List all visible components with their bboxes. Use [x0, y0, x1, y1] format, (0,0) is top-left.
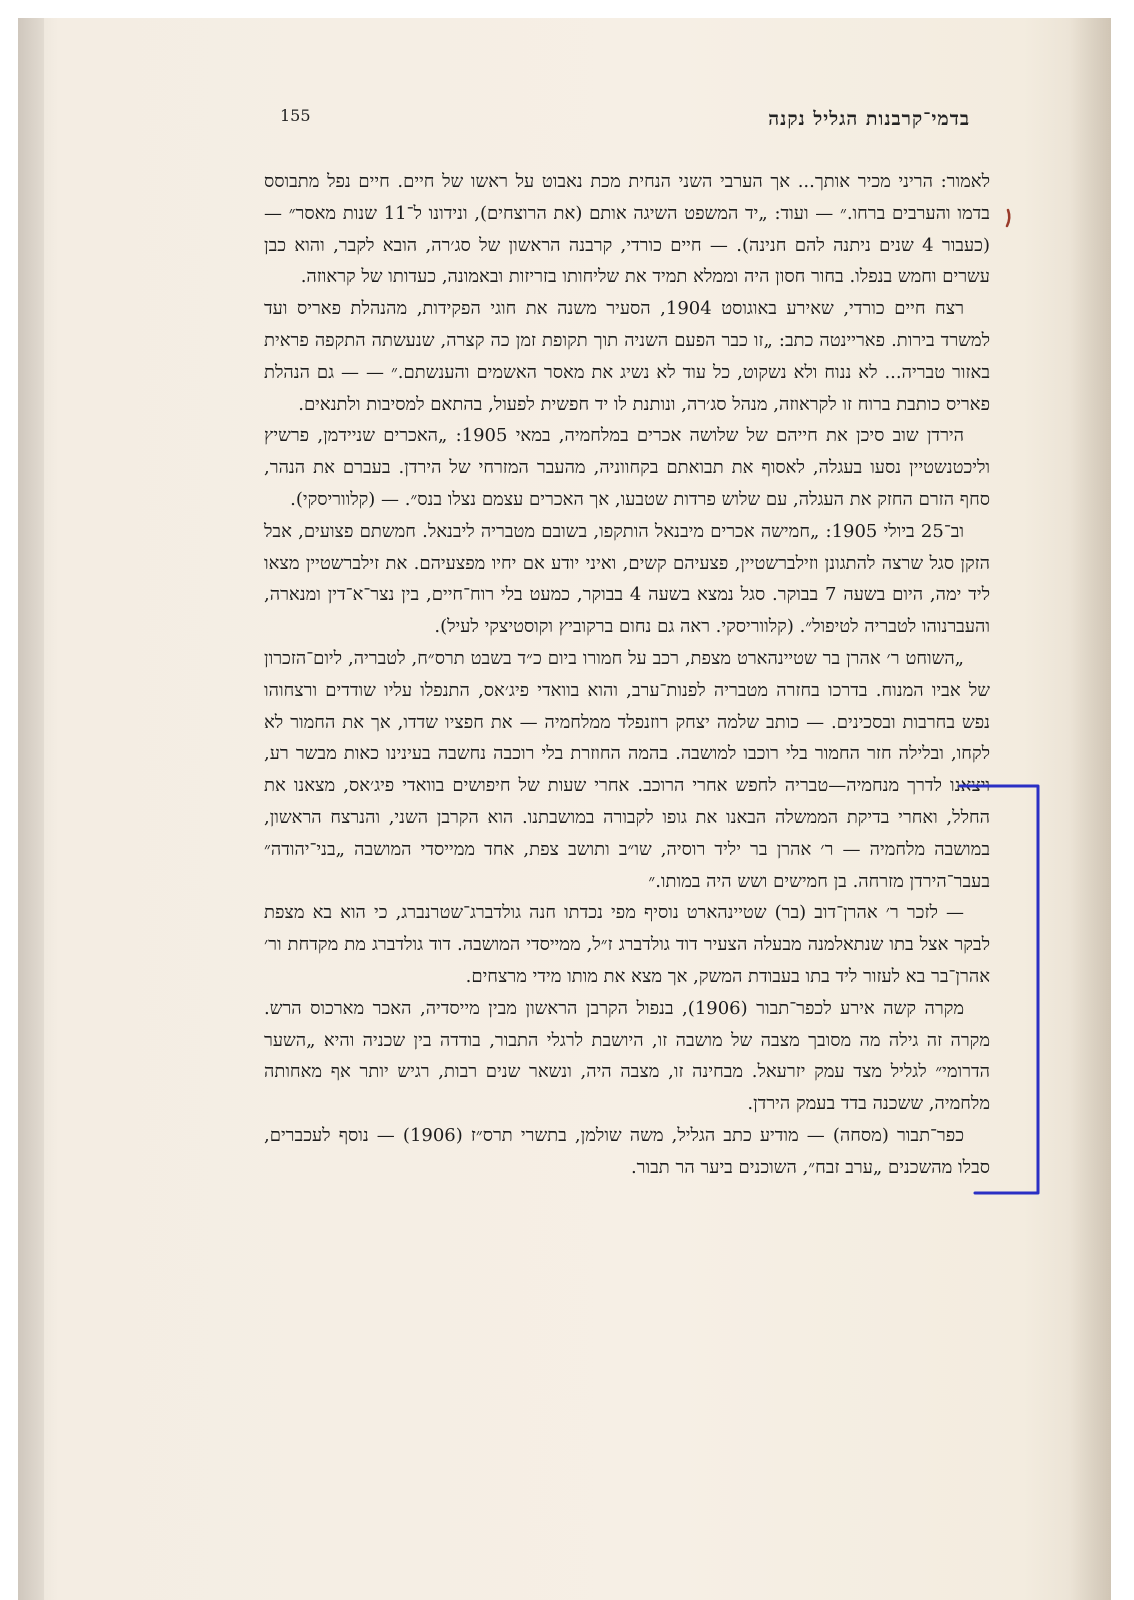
book-page	[18, 18, 1111, 1600]
running-head: בדמי־קרבנות הגליל נקנה	[768, 108, 970, 130]
paragraph: לאמור: הריני מכיר אותך... אך הערבי השני הנחית מכת נאבוט על ראשו של חיים. חיים נפל מתבוסס בדמו והערבים ברחו.״ — ועוד: „יד המשפט השיגה אותם (את הרוצחים), ונידונו ל־11 שנות מאסר״ — (כעבור 4 שנים ניתנה להם חנינה). — חיים כורדי, קרבנה הראשון של סג׳רה, הובא לקבר, והוא כבן עשרים וחמש בנפלו. בחור חסון היה וממלא תמיד את שליחותו בזריזות ובאמונה, כעדותו של קראוזה.	[264, 171, 990, 288]
page-edge-shadow	[1069, 18, 1111, 1600]
quote-paragraph: „השוחט ר׳ אהרן בר שטיינהארט מצפת, רכב על חמורו ביום כ״ד בשבט תרס״ח, לטבריה, ליום־הזכרון של אביו המנוח. בדרכו בחזרה מטבריה לפנות־ערב, והוא בוואדי פיג׳אס, התנפלו עליו שודדים ורצחוהו נפש בחרבות ובסכינים. — כותב שלמה יצחק רוזנפלד ממלחמיה — את חפציו שדדו, אך את החמור לא לקחו, ובלילה חזר החמור בלי רוכבו למושבה. בהמה החוזרת בלי רוכבה נחשבה בעינינו כאות מבשר רע, ויצאנו לדרך מנחמיה—טבריה לחפש אחרי הרוכב. אחרי שעות של חיפושים בוואדי פיג׳אס, מצאנו את החלל, ואחרי בדיקת הממשלה הבאנו את גופו לקבורה במושבתנו. הוא הקרבן השני, והנרצח הראשון, במושבה מלחמיה — ר׳ אהרן בר יליד רוסיה, שו״ב ותושב צפת, אחד ממייסדי המושבה „בני־יהודה״ בעבר־הירדן מזרחה. בן חמישים ושש היה במותו.״	[264, 647, 990, 892]
paragraph: וב־25 ביולי 1905: „חמישה אכרים מיבנאל הותקפו, בשובם מטבריה ליבנאל. חמשתם פצועים, אבל הזקן סגל שרצה להתגונן וזילברשטיין, פצעיהם קשים, ואיני יודע אם יחיו מפצעיהם. את זילברשטיין מצאו ליד ימה, היום בשעה 7 בבוקר. סגל נמצא בשעה 4 בבוקר, כמעט בלי רוח־חיים, בין נצר־א־דין ומנארה, והעברנוהו לטבריה לטיפול״. (קלווריסקי. ראה גם נחום ברקוביץ וקוסטיצקי לעיל).	[264, 520, 990, 638]
paragraph: הירדן שוב סיכן את חייהם של שלושה אכרים במלחמיה, במאי 1905: „האכרים שניידמן, פרשיץ וליכטנשטיין נסעו בעגלה, לאסוף את תבואתם בקחווניה, מהעבר המזרחי של הירדן. בעברם את הנהר, סחף הזרם החזק את העגלה, עם שלוש פרדות שטבעו, אך האכרים עצמם נצלו בנס״. — (קלווריסקי).	[264, 425, 990, 510]
book-spine-shadow	[18, 18, 44, 1600]
quote-paragraph: — לזכר ר׳ אהרן־דוב (בר) שטיינהארט נוסיף מפי נכדתו חנה גולדברג־שטרנברג, כי הוא בא מצפת לבקר אצל בתו שנתאלמנה מבעלה הצעיר דוד גולדברג ז״ל, ממייסדי המושבה. דוד גולדברג מת מקדחת ור׳ אהרן־בר בא לעזור ליד בתו בעבודת המשק, אך מצא את מותו מידי מרצחים.	[264, 902, 990, 987]
paragraph: מקרה קשה אירע לכפר־תבור (1906), בנפול הקרבן הראשון מבין מייסדיה, האכר מארכוס הרש. מקרה זה גילה מה מסובך מצבה של מושבה זו, היושבת לרגלי התבור, בודדה בין שכניה והיא „השער הדרומי״ לגליל מצד עמק יזרעאל. מבחינה זו, מצבה היה, ונשאר שנים רבות, רגיש יותר אף מאחותה מלחמיה, ששכנה בדד בעמק הירדן.	[264, 997, 990, 1115]
paragraph: רצח חיים כורדי, שאירע באוגוסט 1904, הסעיר משנה את חוגי הפקידות, מהנהלת פאריס ועד למשרד בירות. פאריינטה כתב: „זו כבר הפעם השניה תוך תקופת זמן כה קצרה, שנעשתה התקפה פראית באזור טבריה... לא ננוח ולא נשקוט, כל עוד לא נשיג את מאסר האשמים והענשתם.״ — — גם הנהלת פאריס כותבת ברוח זו לקראוזה, מנהל סג׳רה, ונותנת לו יד חפשית לפעול, בהתאם למסיבות ולתנאים.	[264, 298, 990, 415]
paragraph: כפר־תבור (מסחה) — מודיע כתב הגליל, משה שולמן, בתשרי תרס״ז (1906) — נוסף לעכברים, סבלו מהשכנים „ערב זבח״, השוכנים ביער הר תבור.	[264, 1124, 990, 1178]
page-number: 155	[280, 106, 311, 125]
body-text	[264, 166, 990, 1184]
